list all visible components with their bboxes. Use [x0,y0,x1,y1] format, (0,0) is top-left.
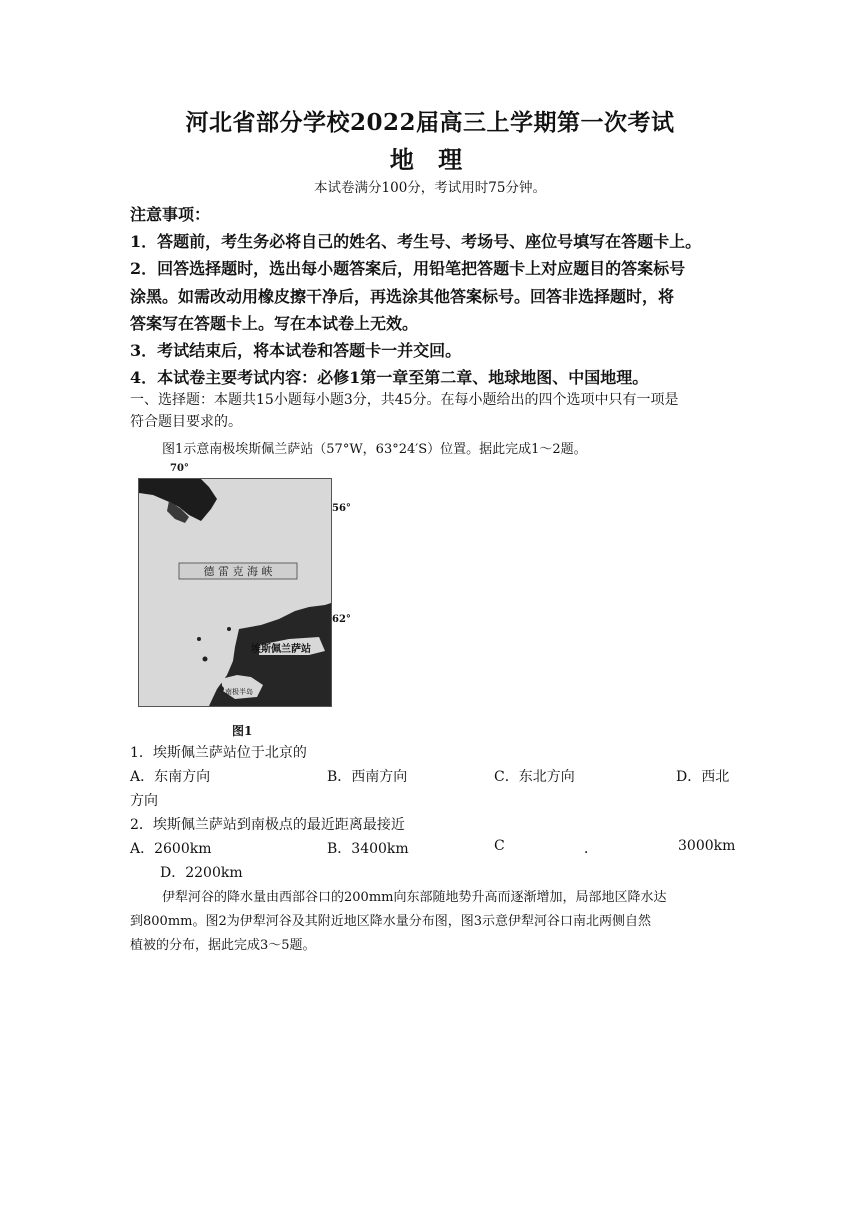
map-drawing [139,479,331,706]
figure1-caption: 图1 [232,724,253,738]
section-heading-cont: 符合题目要求的。 [130,414,242,430]
figure1-map [138,478,332,707]
option-c-value: 3000km [678,838,736,854]
subject-title: 地 理 [389,145,471,174]
option-a: A．2600km [130,841,212,857]
section-heading: 一、选择题：本题共15小题每小题3分，共45分。在每小题给出的四个选项中只有一项是 [130,392,679,408]
peninsula-label: 南极半岛 [225,688,253,696]
latitude-label-bottom: 62° [332,614,351,625]
option-b: B．西南方向 [327,769,408,785]
notice-item: 3．考试结束后，将本试卷和答题卡一并交回。 [130,341,462,360]
longitude-label: 70° [170,463,189,474]
notice-item: 2．回答选择题时，选出每小题答案后，用铅笔把答题卡上对应题目的答案标号 [130,259,686,278]
figure1-intro: 图1示意南极埃斯佩兰萨站（57°W，63°24′S）位置。据此完成1～2题。 [162,442,587,457]
notice-item: 涂黑。如需改动用橡皮擦干净后，再选涂其他答案标号。回答非选择题时，将 [130,287,675,306]
exam-title: 河北省部分学校2022届高三上学期第一次考试 [185,109,675,136]
question1-options [130,766,730,788]
notice-item: 4．本试卷主要考试内容：必修1第一章至第二章、地球地图、中国地理。 [130,368,649,387]
question2-options [130,838,736,860]
exam-info: 本试卷满分100分，考试用时75分钟。 [314,180,546,196]
figure2-intro-cont: 到800mm。图2为伊犁河谷及其附近地区降水量分布图，图3示意伊犁河谷口南北两侧自然 [130,914,652,929]
option-d: D．2200km [160,865,243,881]
notice-item: 1．答题前，考生务必将自己的姓名、考生号、考场号、座位号填写在答题卡上。 [130,232,702,251]
notice-heading: 注意事项： [130,205,211,224]
option-a: A．东南方向 [130,769,211,785]
notice-item: 答案写在答题卡上。写在本试卷上无效。 [130,314,419,333]
option-d-wrap: 方向 [130,793,158,809]
option-c: C [494,838,505,854]
figure2-intro: 伊犁河谷的降水量由西部谷口的200mm向东部随地势升高而逐渐增加，局部地区降水达 [162,890,667,905]
option-b: B．3400km [327,841,409,857]
question2-stem: 2．埃斯佩兰萨站到南极点的最近距离最接近 [130,817,405,833]
figure2-intro-end: 植被的分布，据此完成3～5题。 [130,938,316,953]
station-label: 埃斯佩兰萨站 [251,644,311,655]
option-c: C．东北方向 [494,769,575,785]
latitude-label-top: 56° [332,503,351,514]
option-c-dot: ． [584,841,598,857]
question1-stem: 1．埃斯佩兰萨站位于北京的 [130,745,307,761]
option-d: D．西北 [676,769,730,785]
sea-label: 德 雷 克 海 峡 [203,565,273,578]
